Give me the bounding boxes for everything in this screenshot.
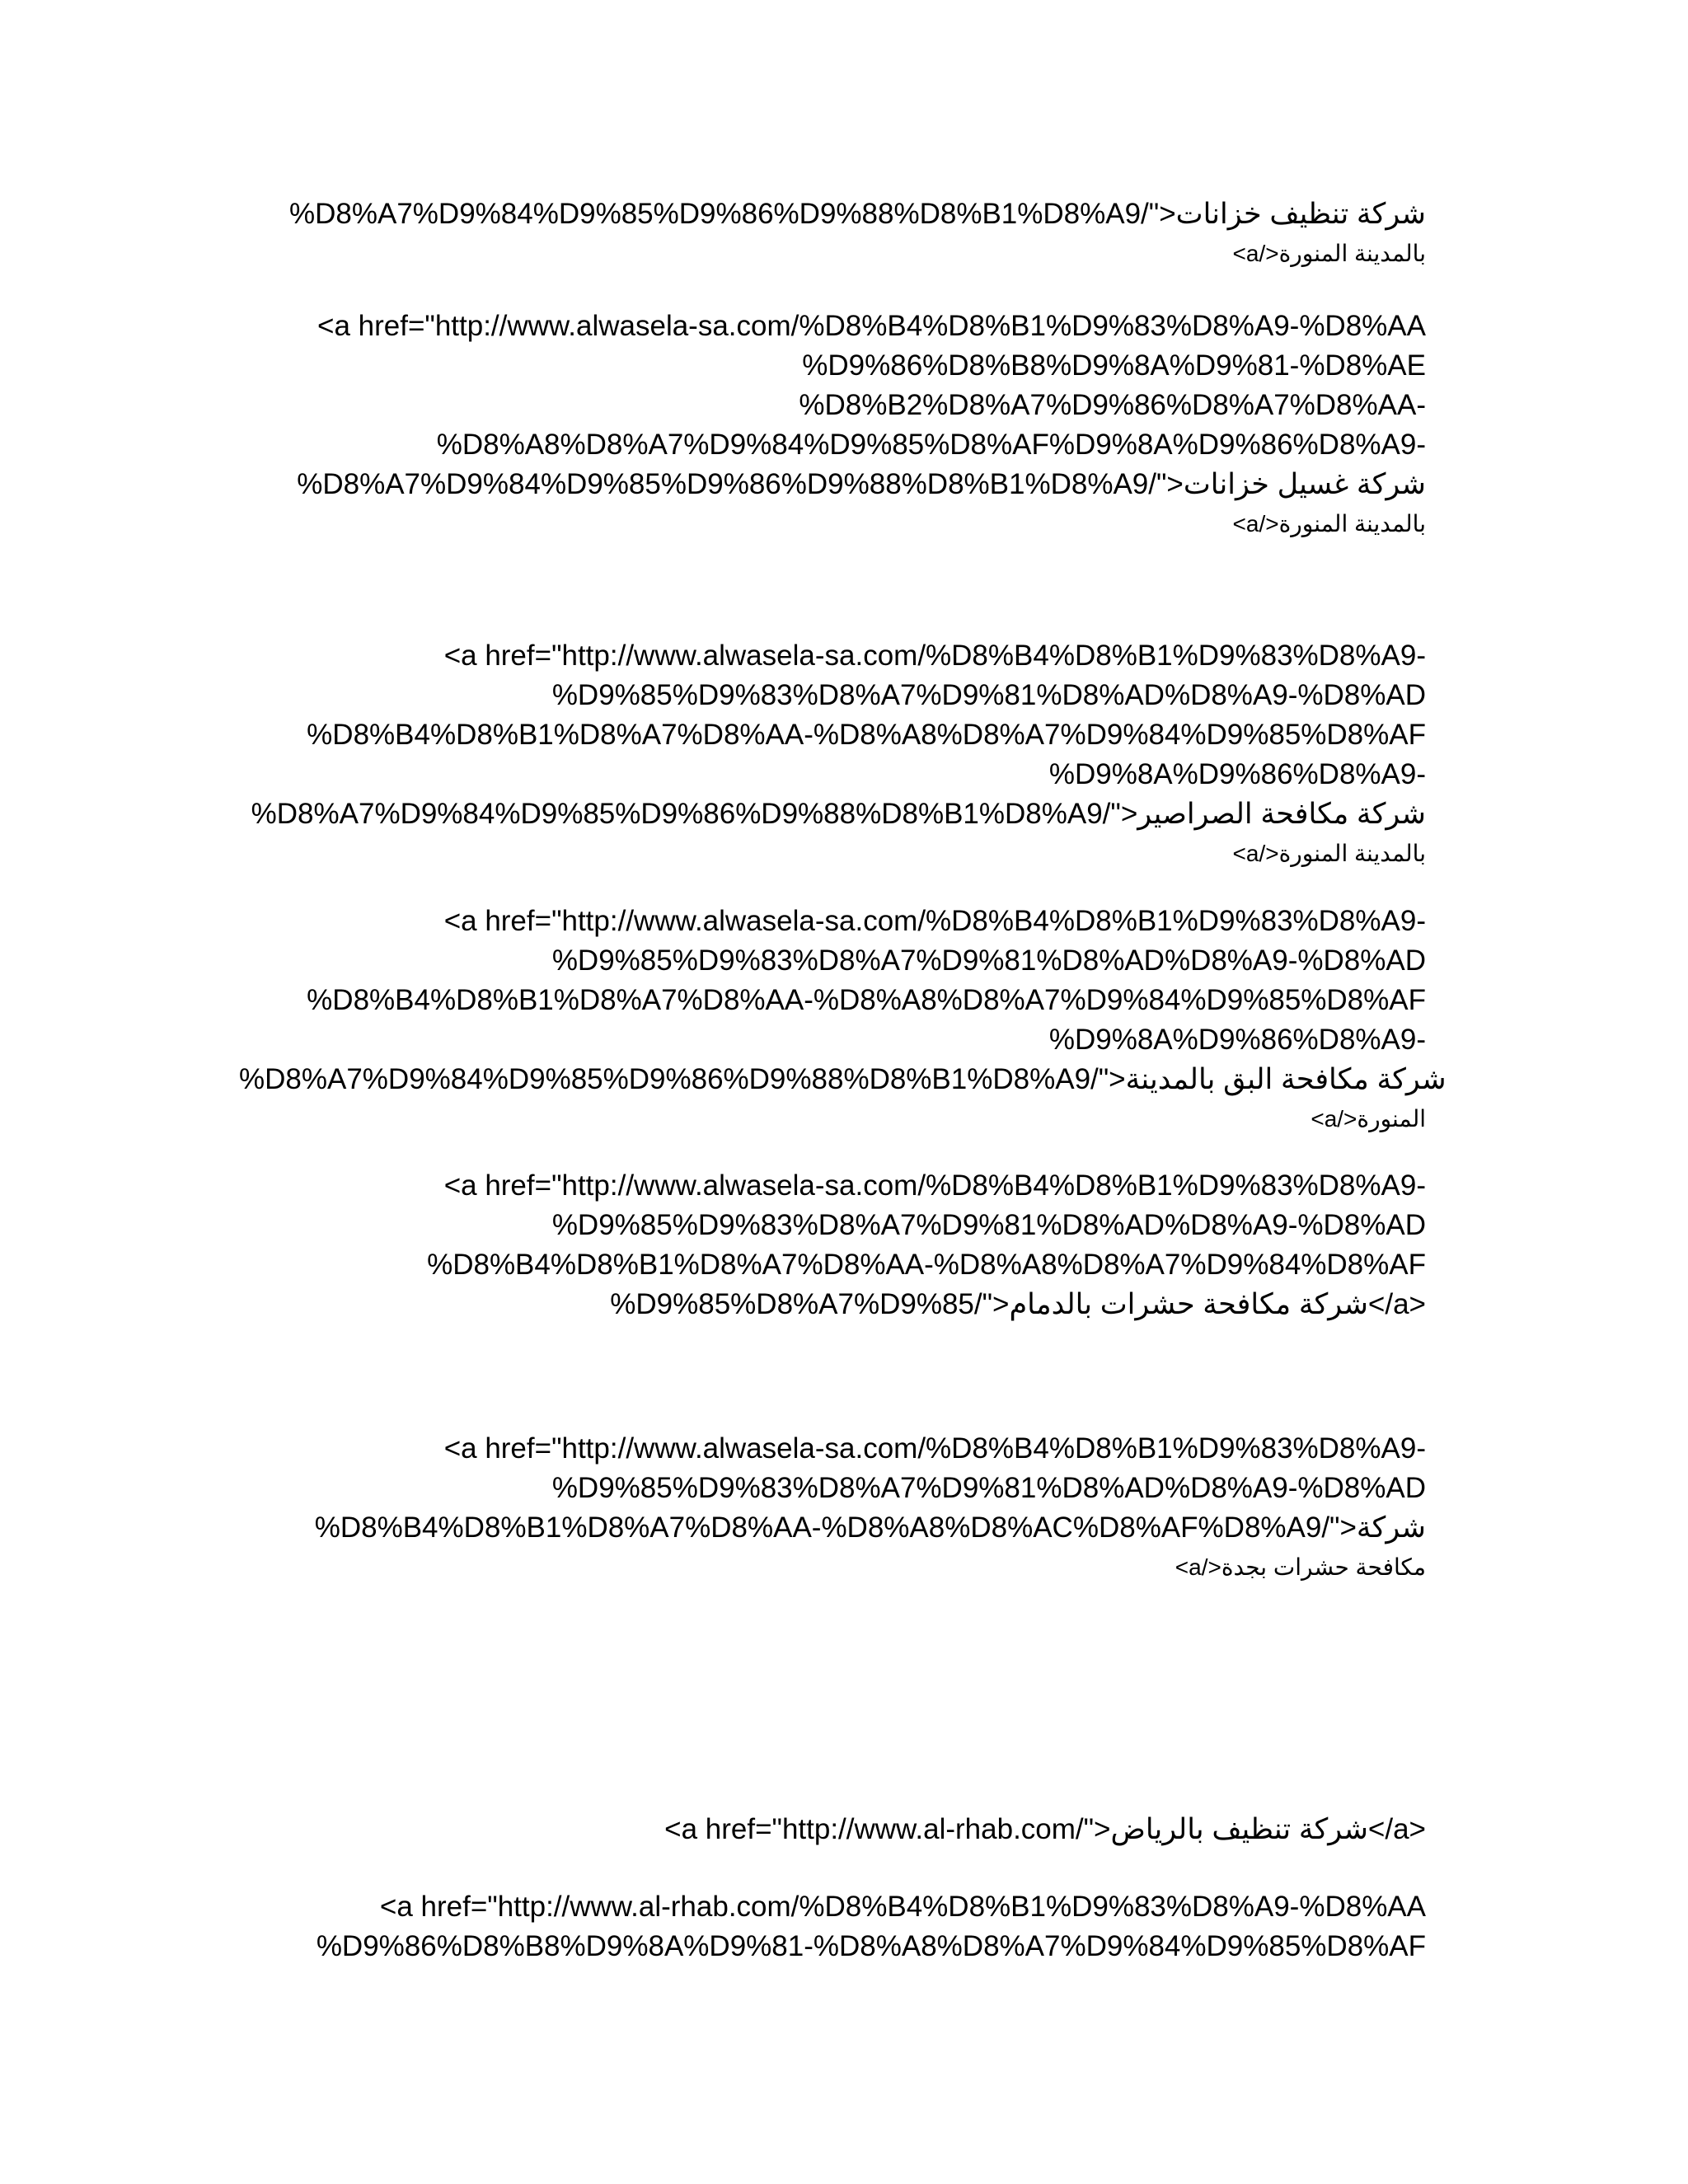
text-line: %D8%A7%D9%84%D9%85%D9%86%D9%88%D8%B1%D8%A9/">شركة تنظيف خزانات (289, 198, 1426, 230)
text-line: <a href="http://www.al-rhab.com/">شركة تنظيف بالرياض</a> (664, 1813, 1426, 1845)
text-block-7 (239, 1810, 1426, 1849)
text-line: %D8%B4%D8%B1%D8%A7%D8%AA-%D8%A8%D8%A7%D9%84%D8%AF (427, 1249, 1426, 1281)
text-line: %D9%85%D9%83%D8%A7%D9%81%D8%AD%D8%A9-%D8%AD (551, 679, 1426, 711)
text-block-1 (239, 194, 1426, 274)
text-line: %D8%A8%D8%A7%D9%84%D9%85%D8%AF%D9%8A%D9%86%D8%A9- (436, 429, 1426, 461)
text-line: %D9%86%D8%B8%D9%8A%D9%81-%D8%A8%D8%A7%D9%84%D9%85%D8%AF (316, 1930, 1426, 1962)
text-line: %D8%B4%D8%B1%D8%A7%D8%AA-%D8%A8%D8%A7%D9%84%D9%85%D8%AF (307, 719, 1426, 751)
text-line: %D9%86%D8%B8%D9%8A%D9%81-%D8%AE (802, 349, 1426, 382)
text-line: %D9%85%D8%A7%D9%85/">شركة مكافحة حشرات بالدمام</a> (610, 1288, 1426, 1320)
text-line: <a href="http://www.alwasela-sa.com/%D8%B4%D8%B1%D9%83%D8%A9- (443, 640, 1426, 672)
text-line: %D8%B2%D8%A7%D9%86%D8%A7%D8%AA- (799, 389, 1426, 421)
text-line: المنورة</a> (1311, 1106, 1426, 1132)
text-line: %D8%B4%D8%B1%D8%A7%D8%AA-%D8%A8%D8%AC%D8%AF%D8%A9/">شركة (314, 1511, 1426, 1544)
text-line: %D9%8A%D9%86%D8%A9- (1048, 1024, 1426, 1056)
text-line: <a href="http://www.alwasela-sa.com/%D8%B4%D8%B1%D9%83%D8%A9- (443, 1432, 1426, 1465)
text-line: %D9%85%D9%83%D8%A7%D9%81%D8%AD%D8%A9-%D8%AD (551, 1209, 1426, 1241)
text-line: مكافحة حشرات بجدة</a> (1175, 1554, 1426, 1580)
text-block-4 (239, 902, 1447, 1139)
text-line: <a href="http://www.alwasela-sa.com/%D8%B4%D8%B1%D9%83%D8%A9- (443, 1169, 1426, 1202)
text-line: %D9%8A%D9%86%D8%A9- (1048, 758, 1426, 790)
text-line: بالمدينة المنورة</a> (1232, 511, 1426, 537)
text-block-8 (239, 1887, 1426, 1966)
text-line: <a href="http://www.alwasela-sa.com/%D8%B4%D8%B1%D9%83%D8%A9-%D8%AA (317, 310, 1426, 342)
text-line: بالمدينة المنورة</a> (1232, 241, 1426, 266)
text-line: %D9%85%D9%83%D8%A7%D9%81%D8%AD%D8%A9-%D8%AD (551, 944, 1426, 977)
text-line: بالمدينة المنورة</a> (1232, 841, 1426, 866)
text-block-2 (239, 307, 1426, 544)
text-block-6 (239, 1429, 1426, 1587)
text-line: <a href="http://www.alwasela-sa.com/%D8%B4%D8%B1%D9%83%D8%A9- (443, 905, 1426, 937)
text-line: %D8%A7%D9%84%D9%85%D9%86%D9%88%D8%B1%D8%A9/">شركة مكافحة الصراصير (251, 798, 1426, 830)
text-line: %D8%A7%D9%84%D9%85%D9%86%D9%88%D8%B1%D8%A9/">شركة مكافحة البق بالمدينة (239, 1063, 1447, 1095)
text-line: %D8%B4%D8%B1%D8%A7%D8%AA-%D8%A8%D8%A7%D9%84%D9%85%D8%AF (307, 984, 1426, 1016)
text-line: %D8%A7%D9%84%D9%85%D9%86%D9%88%D8%B1%D8%A9/">شركة غسيل خزانات (297, 468, 1426, 500)
text-block-5 (239, 1166, 1426, 1324)
text-line: %D9%85%D9%83%D8%A7%D9%81%D8%AD%D8%A9-%D8%AD (551, 1472, 1426, 1504)
text-block-3 (239, 636, 1426, 874)
text-line: <a href="http://www.al-rhab.com/%D8%B4%D8%B1%D9%83%D8%A9-%D8%AA (379, 1891, 1426, 1923)
